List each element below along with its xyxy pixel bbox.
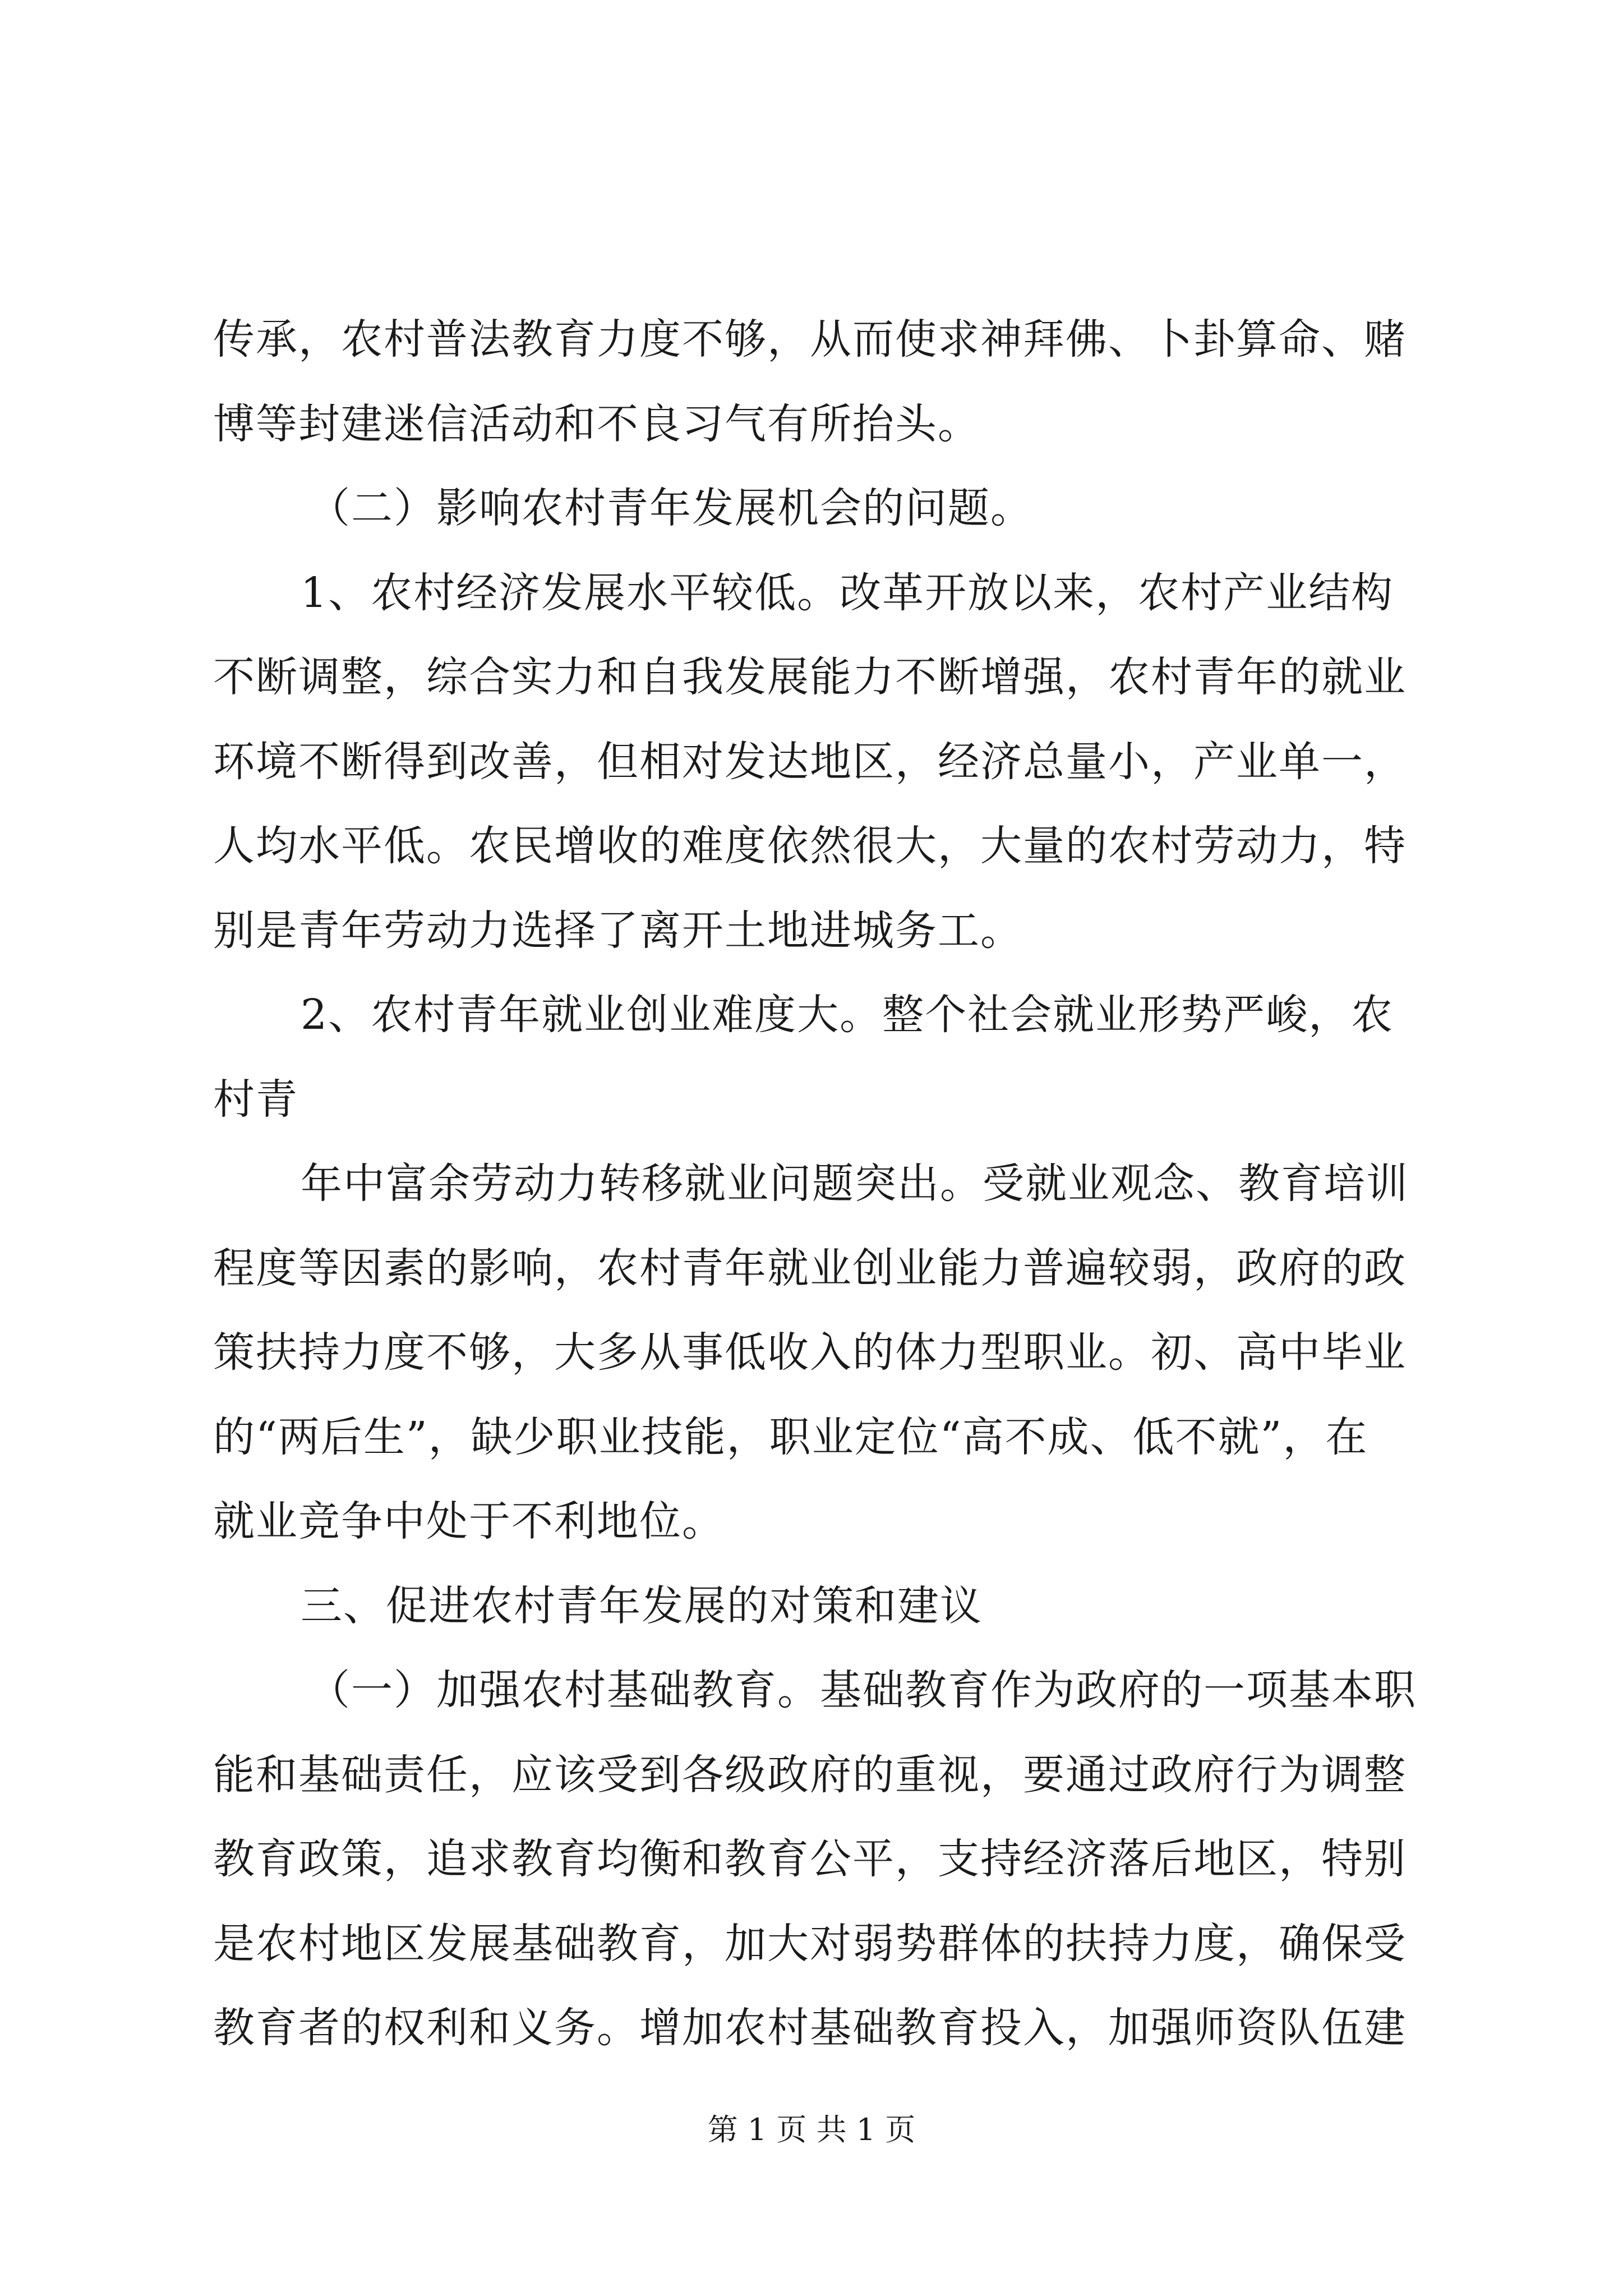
text-line: 教育政策，追求教育均衡和教育公平，支持经济落后地区，特别 xyxy=(213,1835,1407,1883)
section-heading: （二）影响农村青年发展机会的问题。 xyxy=(308,484,1033,532)
text-line: 是农村地区发展基础教育，加大对弱势群体的扶持力度，确保受 xyxy=(213,1919,1407,1968)
text-line: 年中富余劳动力转移就业问题突出。受就业观念、教育培训 xyxy=(301,1159,1409,1208)
text-line: 教育者的权利和义务。增加农村基础教育投入，加强师资队伍建 xyxy=(213,2004,1407,2052)
section-heading: 三、促进农村青年发展的对策和建议 xyxy=(301,1581,983,1630)
text-line: 博等封建迷信活动和不良习气有所抬头。 xyxy=(213,399,980,448)
text-line: 就业竞争中处于不利地位。 xyxy=(213,1497,725,1545)
text-line: 环境不断得到改善，但相对发达地区，经济总量小，产业单一， xyxy=(213,737,1407,786)
text-line: 的“两后生”，缺少职业技能，职业定位“高不成、低不就”，在 xyxy=(213,1412,1368,1461)
text-line: （一）加强农村基础教育。基础教育作为政府的一项基本职 xyxy=(308,1666,1417,1714)
text-line: 不断调整，综合实力和自我发展能力不断增强，农村青年的就业 xyxy=(213,653,1407,701)
text-line: 别是青年劳动力选择了离开土地进城务工。 xyxy=(213,906,1023,955)
text-line: 2、农村青年就业创业难度大。整个社会就业形势严峻，农 xyxy=(301,991,1394,1039)
text-line: 传承，农村普法教育力度不够，从而使求神拜佛、卜卦算命、赌 xyxy=(213,315,1407,364)
text-line: 程度等因素的影响，农村青年就业创业能力普遍较弱，政府的政 xyxy=(213,1244,1407,1292)
text-line: 能和基础责任，应该受到各级政府的重视，要通过政府行为调整 xyxy=(213,1750,1407,1799)
document-body xyxy=(213,297,1417,2070)
text-line: 1、农村经济发展水平较低。改革开放以来，农村产业结构 xyxy=(301,568,1394,617)
text-line: 村青 xyxy=(213,1075,298,1124)
text-line: 人均水平低。农民增收的难度依然很大，大量的农村劳动力，特 xyxy=(213,822,1407,870)
text-line: 策扶持力度不够，大多从事低收入的体力型职业。初、高中毕业 xyxy=(213,1328,1407,1377)
page-number-footer: 第 1 页 共 1 页 xyxy=(707,2112,916,2147)
